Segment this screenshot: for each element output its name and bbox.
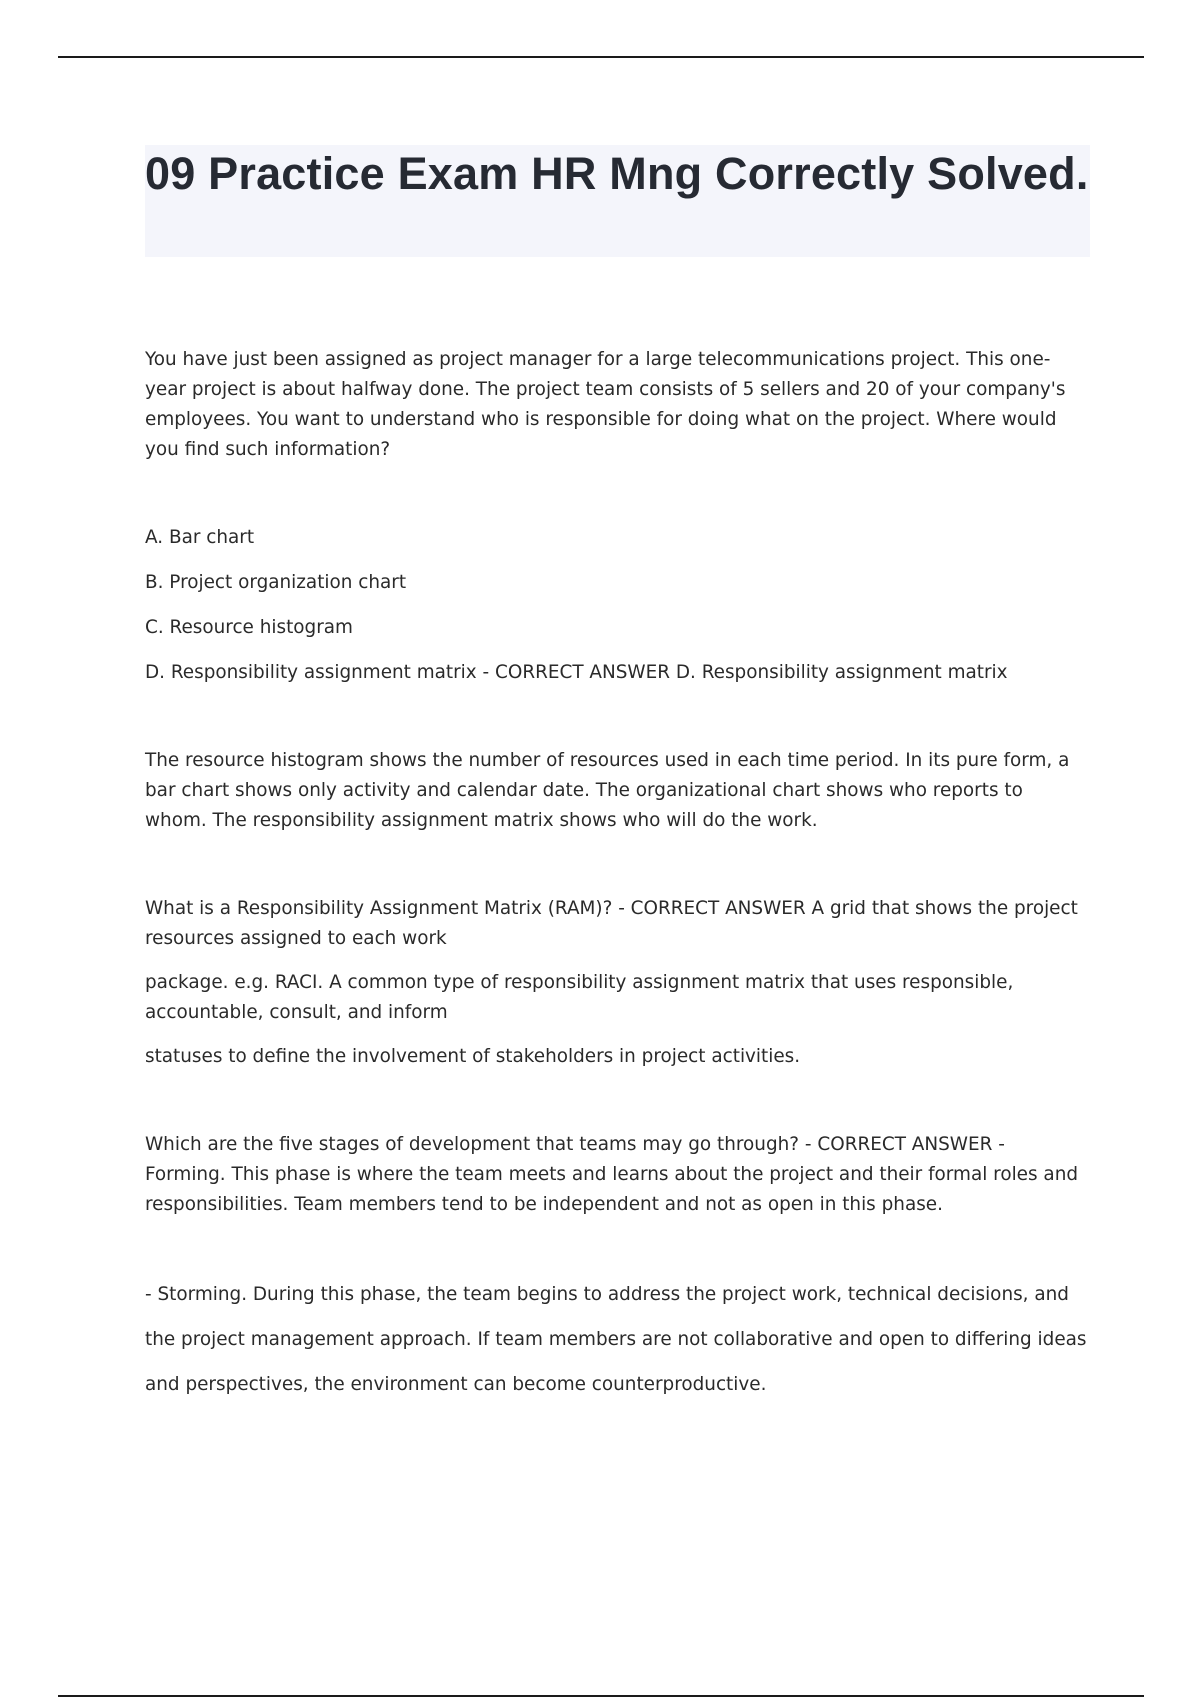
title-box [145,145,1090,257]
document-body [145,345,1090,1407]
document-title: 09 Practice Exam HR Mng Correctly Solved. [145,148,1089,199]
option-b: B. Project organization chart [145,572,407,593]
explanation-paragraph: The resource histogram shows the number of resources used in each time period. In its pure form, a bar chart shows only activity and calendar date. The organizational chart shows who reports to whom. The responsibility assignment matrix shows who will do the work. [145,750,1070,831]
option-d-answer: D. Responsibility assignment matrix - CORRECT ANSWER D. Responsibility assignment matrix [145,662,1008,683]
team-stages-paragraph: Which are the five stages of development that teams may go through? - CORRECT ANSWER - Forming. This phase is where the team meets and learns about the project and their formal roles and responsibilities. Team members tend to be independent and not as open in this phase. [145,1134,1079,1215]
option-c: C. Resource histogram [145,617,353,638]
bottom-rule [58,1695,1144,1697]
question-paragraph: You have just been assigned as project manager for a large telecommunications project. This one-year project is about halfway done. The project team consists of 5 sellers and 20 of your company's employees. You want to understand who is responsible for doing what on the project. Where would you find such information? [145,349,1066,460]
option-a: A. Bar chart [145,527,255,548]
ram-question-line-1: What is a Responsibility Assignment Matrix (RAM)? - CORRECT ANSWER A grid that shows the project resources assigned to each work [145,898,1078,949]
storming-paragraph: - Storming. During this phase, the team begins to address the project work, technical decisions, and the project management approach. If team members are not collaborative and open to differing ideas and perspectives, the environment can become counterproductive. [145,1284,1087,1395]
ram-question-line-3: statuses to define the involvement of stakeholders in project activities. [145,1046,801,1067]
top-rule [58,56,1144,58]
ram-question-line-2: package. e.g. RACI. A common type of responsibility assignment matrix that uses responsible, accountable, consult, and inform [145,972,1014,1023]
